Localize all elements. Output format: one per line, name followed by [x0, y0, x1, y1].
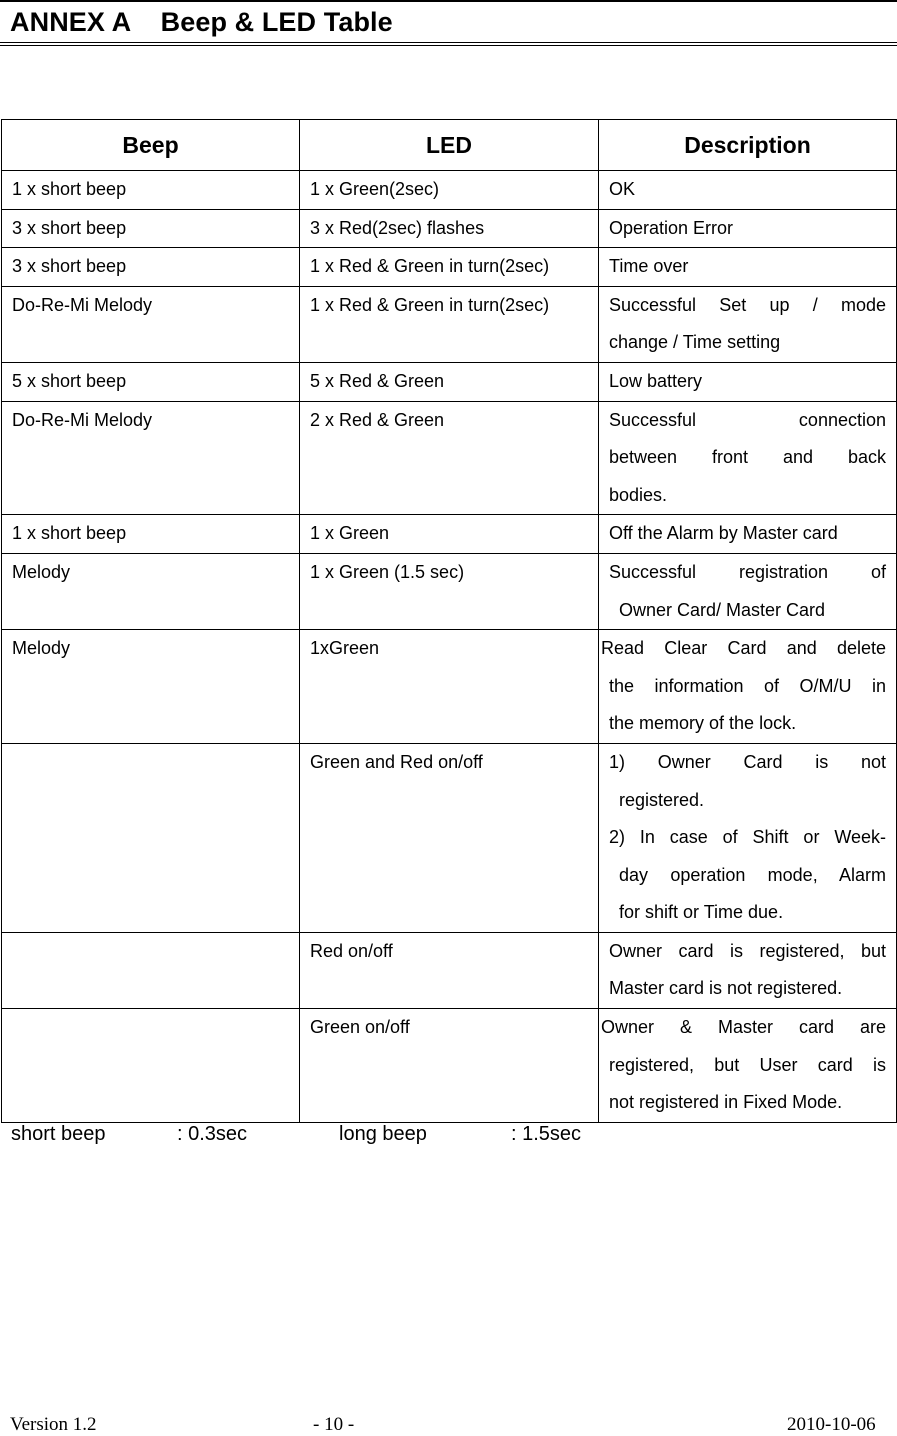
led-cell: Green and Red on/off — [300, 743, 599, 932]
table-row — [2, 286, 897, 362]
table-row — [2, 553, 897, 629]
beep-cell: Do-Re-Mi Melody — [2, 286, 300, 362]
description-line: not registered in Fixed Mode. — [609, 1092, 843, 1113]
description-line: Low battery — [609, 370, 703, 391]
description-cell — [599, 362, 897, 401]
description-cell — [599, 209, 897, 248]
section-heading-bar — [0, 0, 897, 46]
description-line: Operation Error — [609, 217, 734, 238]
description-line: Successful registration of — [609, 561, 886, 582]
description-line: registered, but User card is — [609, 1054, 886, 1075]
table-row — [2, 743, 897, 932]
description-cell — [599, 286, 897, 362]
table-row — [2, 171, 897, 210]
table-row — [2, 1009, 897, 1123]
beep-cell: 3 x short beep — [2, 209, 300, 248]
description-cell — [599, 630, 897, 744]
description-line: Owner card is registered, but — [609, 940, 886, 961]
led-cell: 1xGreen — [300, 630, 599, 744]
short-beep-value: : 0.3sec — [177, 1123, 248, 1145]
description-cell — [599, 401, 897, 515]
description-line: OK — [609, 179, 636, 199]
description-cell — [599, 743, 897, 932]
beep-cell: 1 x short beep — [2, 515, 300, 554]
description-cell — [599, 1009, 897, 1123]
description-line: registered. — [619, 789, 705, 810]
table-row — [2, 932, 897, 1008]
description-line: the information of O/M/U in — [609, 675, 886, 696]
header-description: Description — [599, 120, 897, 171]
short-beep-label: short beep — [11, 1123, 106, 1145]
led-cell: 5 x Red & Green — [300, 362, 599, 401]
description-line: Off the Alarm by Master card — [609, 523, 838, 544]
description-cell — [599, 515, 897, 554]
description-line: Owner & Master card are — [601, 1017, 886, 1038]
led-cell: 1 x Green(2sec) — [300, 171, 599, 210]
long-beep-value: : 1.5sec — [511, 1123, 582, 1145]
led-cell: Green on/off — [300, 1009, 599, 1123]
led-cell: 3 x Red(2sec) flashes — [300, 209, 599, 248]
table-row — [2, 248, 897, 287]
beep-cell — [2, 932, 300, 1008]
page-footer — [0, 1414, 897, 1436]
header-led: LED — [300, 120, 599, 171]
description-line: 1) Owner Card is not — [609, 751, 886, 772]
description-line: Successful connection — [609, 409, 886, 430]
description-cell — [599, 932, 897, 1008]
description-line: Time over — [609, 256, 689, 277]
description-line: 2) In case of Shift or Week- — [609, 827, 886, 848]
beep-cell: Do-Re-Mi Melody — [2, 401, 300, 515]
table-row — [2, 362, 897, 401]
header-beep: Beep — [2, 120, 300, 171]
table-row — [2, 401, 897, 515]
description-line: Successful Set up / mode — [609, 294, 886, 315]
footer-page-number: - 10 - — [313, 1414, 355, 1435]
description-line: Master card is not registered. — [609, 978, 843, 999]
led-cell: 1 x Green (1.5 sec) — [300, 553, 599, 629]
beep-cell: Melody — [2, 630, 300, 744]
description-line: Read Clear Card and delete — [601, 638, 886, 659]
description-line: bodies. — [609, 484, 668, 505]
beep-cell — [2, 1009, 300, 1123]
section-heading: ANNEX A Beep & LED Table — [10, 7, 393, 37]
description-line: Owner Card/ Master Card — [619, 599, 826, 620]
beep-cell: 5 x short beep — [2, 362, 300, 401]
beep-duration-footnote — [11, 1123, 582, 1238]
table-header-row — [2, 120, 897, 171]
description-cell — [599, 553, 897, 629]
description-line: the memory of the lock. — [609, 713, 797, 734]
led-cell: 1 x Green — [300, 515, 599, 554]
table-row — [2, 630, 897, 744]
footer-version: Version 1.2 — [10, 1414, 97, 1435]
table-row — [2, 515, 897, 554]
description-line: between front and back — [609, 447, 886, 468]
description-line: for shift or Time due. — [619, 902, 784, 923]
beep-cell: 1 x short beep — [2, 171, 300, 210]
description-line: day operation mode, Alarm — [619, 864, 886, 885]
led-cell: 1 x Red & Green in turn(2sec) — [300, 286, 599, 362]
footer-date: 2010-10-06 — [787, 1414, 876, 1435]
description-cell — [599, 248, 897, 287]
led-cell: Red on/off — [300, 932, 599, 1008]
beep-led-table — [1, 119, 897, 1123]
beep-cell: Melody — [2, 553, 300, 629]
table-row — [2, 209, 897, 248]
led-cell: 2 x Red & Green — [300, 401, 599, 515]
beep-cell: 3 x short beep — [2, 248, 300, 287]
description-line: change / Time setting — [609, 332, 781, 353]
beep-cell — [2, 743, 300, 932]
led-cell: 1 x Red & Green in turn(2sec) — [300, 248, 599, 287]
description-cell — [599, 171, 897, 210]
long-beep-label: long beep — [339, 1123, 427, 1145]
